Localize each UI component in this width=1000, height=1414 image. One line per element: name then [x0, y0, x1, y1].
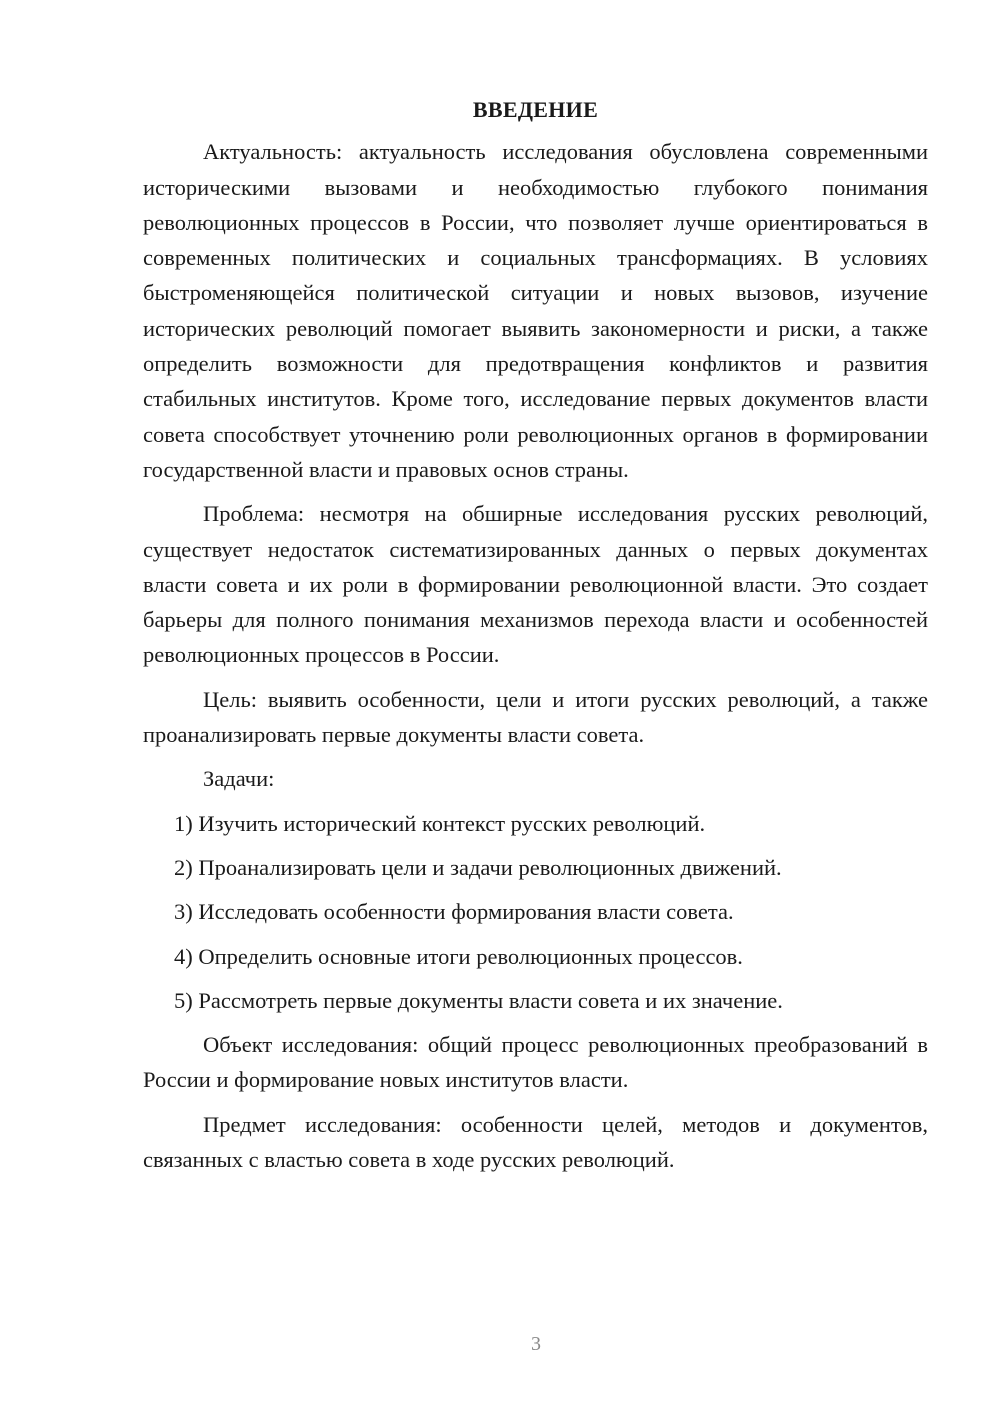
paragraph-subject: Предмет исследования: особенности целей, методов и документов, связанных с властью совета в ходе русских революций. — [143, 1111, 928, 1173]
task-item-5: 5) Рассмотреть первые документы власти совета и их значение. — [174, 987, 783, 1013]
page-title: ВВЕДЕНИЕ — [472, 97, 599, 122]
task-item-3: 3) Исследовать особенности формирования власти совета. — [174, 899, 734, 925]
page-number: 3 — [531, 1333, 541, 1355]
tasks-list — [143, 806, 928, 1018]
paragraph-relevance: Актуальность: актуальность исследования обусловлена современными историческими вызовами и необходимостью глубокого понимания революционных процессов в России, что позволяет лучше ориентироваться в современных политических и социальных трансформациях. В условиях быстроменяющейся политической ситуации и новых вызовов, изучение исторических революций помогает выявить закономерности и риски, а также определить возможности для предотвращения конфликтов и развития стабильных институтов. Кроме того, исследование первых документов власти совета способствует уточнению роли революционных органов в формировании государственной власти и правовых основ страны. — [143, 139, 928, 482]
task-item-2: 2) Проанализировать цели и задачи революционных движений. — [174, 854, 782, 880]
paragraph-object: Объект исследования: общий процесс революционных преобразований в России и формирование новых институтов власти. — [143, 1032, 928, 1093]
paragraph-problem: Проблема: несмотря на обширные исследования русских революций, существует недостаток систематизированных данных о первых документах власти совета и их роли в формировании революционной власти. Это создает барьеры для полного понимания механизмов перехода власти и особенностей революционных процессов в России. — [143, 501, 928, 668]
task-item-1: 1) Изучить исторический контекст русских революций. — [174, 810, 706, 836]
tasks-heading: Задачи: — [203, 766, 275, 792]
task-item-4: 4) Определить основные итоги революционных процессов. — [174, 943, 743, 969]
paragraph-goal: Цель: выявить особенности, цели и итоги русских революций, а также проанализировать первые документы власти совета. — [143, 686, 928, 748]
page-content — [143, 92, 928, 1186]
